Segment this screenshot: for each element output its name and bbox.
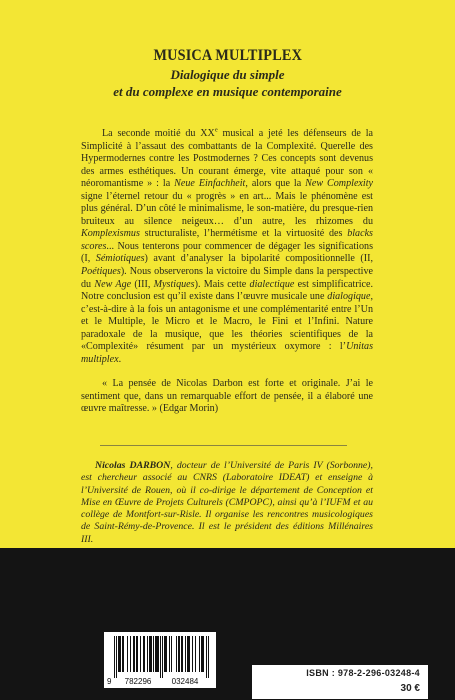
- barcode-bar: [171, 636, 172, 672]
- barcode-bar: [118, 636, 119, 672]
- barcode-left-digits: 782296: [124, 677, 152, 686]
- barcode-bar: [169, 636, 170, 672]
- barcode-bar: [149, 636, 150, 672]
- barcode-bar: [195, 636, 196, 672]
- edgar-morin-quote: « La pensée de Nicolas Darbon est forte et originale. J’ai le sentiment que, dans un remarquable effort de pensée, il a élaboré une œuvre maîtresse. » (Edgar Morin): [81, 378, 373, 415]
- blurb-text: , alors que la: [245, 178, 306, 190]
- barcode-bar: [160, 636, 161, 678]
- barcode-bar: [162, 636, 163, 678]
- separator-rule: [100, 445, 347, 446]
- barcode-graphic: [104, 632, 216, 688]
- isbn-number: ISBN : 978-2-296-03248-4: [306, 668, 420, 678]
- barcode-bar: [201, 636, 202, 672]
- barcode-bar: [157, 636, 158, 672]
- barcode-right-digits: 032484: [171, 677, 199, 686]
- barcode-bar: [182, 636, 183, 672]
- century-superscript: e: [214, 126, 218, 134]
- barcode-bar: [155, 636, 156, 672]
- book-subtitle-line-2: et du complexe en musique contemporaine: [113, 84, 342, 99]
- blurb-italic: dialectique: [249, 278, 295, 290]
- blurb: [81, 128, 373, 416]
- author-bio: [81, 460, 373, 546]
- barcode-bar: [134, 636, 135, 672]
- barcode-bars: [114, 636, 209, 678]
- blurb-italic: Neue Einfachheit: [174, 178, 246, 190]
- blurb-text: ) avant d’analyser la bipolarité compositionnelle (II,: [144, 253, 373, 265]
- blurb-text: (III,: [131, 278, 154, 290]
- barcode-bar: [188, 636, 189, 672]
- barcode-bar: [165, 636, 166, 672]
- blurb-text: signe l’éternel retour du « progrès » en art... Mais le phénomène est plus général. D’un côté le minimalisme, le son-matière, du presque-rien bruiteux au silence neigeux… d’un autre, les rhizomes du: [81, 190, 373, 227]
- barcode-bar: [164, 636, 165, 672]
- blurb-text: ). Nous observerons la victoire du Simple dans la perspective du: [81, 266, 373, 290]
- barcode-bar: [179, 636, 180, 672]
- blurb-italic: Komplexismus: [81, 228, 140, 240]
- barcode-bar: [166, 636, 167, 672]
- barcode-bar: [158, 636, 159, 672]
- barcode-bar: [178, 636, 179, 672]
- barcode-bar: [150, 636, 151, 672]
- blurb-text: .: [118, 353, 122, 365]
- blurb-italic: Sémiotiques: [95, 253, 145, 265]
- barcode-bar: [203, 636, 204, 672]
- barcode-bar: [176, 636, 177, 672]
- barcode-bar: [153, 636, 154, 672]
- barcode-bar: [136, 636, 137, 672]
- blurb-text: ... Nous tenterons pour commencer de dégager les significations (I,: [81, 240, 373, 265]
- title-block: [0, 46, 455, 100]
- barcode-bar: [144, 636, 145, 672]
- barcode-bar: [133, 636, 134, 672]
- barcode-first-digit: 9: [107, 677, 112, 686]
- blurb-text: est simplificatrice. Notre conclusion est qu’il existe dans l’œuvre musicale une: [81, 278, 373, 303]
- price: 30 €: [400, 683, 420, 694]
- barcode-bar: [185, 636, 186, 672]
- blurb-italic: Unitas multiplex: [81, 341, 373, 365]
- barcode-bar: [127, 636, 128, 672]
- barcode-bar: [206, 636, 207, 678]
- book-title: MUSICA MULTIPLEX: [153, 47, 302, 64]
- barcode-bar: [137, 636, 138, 672]
- blurb-text: musical a jeté les défenseurs de la Simplicité à l’assaut des combattants de la Complexité. Querelle des Hypermodernes contre les Postmodernes ? Ces concepts sont devenus des armes esthétiques. Un courant émerge, vite attaqué pour son « néoromantisme » : la: [81, 128, 373, 190]
- barcode-bar: [208, 636, 209, 678]
- barcode-bar: [189, 636, 190, 672]
- blurb-italic: New Complexity: [305, 178, 373, 190]
- blurb-italic: blacks scores: [81, 228, 373, 252]
- barcode-bar: [119, 636, 120, 672]
- blurb-paragraph: [81, 128, 373, 366]
- blurb-italic: Mystiques: [153, 278, 195, 290]
- author-name: Nicolas DARBON: [95, 460, 171, 471]
- blurb-italic: Poétiques: [81, 266, 121, 278]
- barcode-bar: [202, 636, 203, 672]
- barcode-bar: [130, 636, 131, 672]
- blurb-text: ). Mais cette: [194, 278, 250, 290]
- barcode-bar: [120, 636, 121, 672]
- barcode-bar: [123, 636, 124, 672]
- blurb-text: , c’est-à-dire à la fois un antagonisme et une complémentarité entre l’Un et le Multiple, le Micro et le Macro, le Fini et l’Infini. Nature paradoxale de la musique, que les théories scientifiques de la «Complexité» résument par un mystérieux oxymore : l’: [81, 291, 373, 353]
- barcode-bar: [187, 636, 188, 672]
- barcode: [104, 632, 216, 688]
- blurb-text: La seconde moitié du XX: [102, 128, 215, 139]
- barcode-bar: [114, 636, 115, 678]
- barcode-bar: [151, 636, 152, 672]
- author-bio-text: , docteur de l’Université de Paris IV (Sorbonne), est chercheur associé au CNRS (Laboratoire IDEAT) et enseigne à l’Université de Rouen, où il co-dirige le département de Conception et Mise en Œuvre de Projets Culturels (CMPOPC), ainsi qu’à l’IUFM et au collège de Montfort-sur-Risle. Il organise les rencontres musicologiques de Saint-Rémy-de-Provence. Il est le président des éditions Millénaires III.: [81, 460, 373, 545]
- barcode-bar: [140, 636, 141, 672]
- barcode-bar: [192, 636, 193, 672]
- barcode-bar: [156, 636, 157, 672]
- barcode-bar: [147, 636, 148, 672]
- barcode-bar: [199, 636, 200, 672]
- blurb-italic: New Age: [94, 278, 132, 290]
- barcode-bar: [122, 636, 123, 672]
- book-subtitle-line-1: Dialogique du simple: [170, 67, 285, 82]
- author-bio-paragraph: [81, 460, 373, 546]
- blurb-italic: dialogique: [327, 291, 371, 303]
- barcode-bar: [181, 636, 182, 672]
- blurb-text: structuraliste, l’hermétisme et la virtuosité des: [139, 228, 348, 240]
- barcode-bar: [116, 636, 117, 678]
- barcode-bar: [143, 636, 144, 672]
- isbn-price-label: [252, 665, 428, 699]
